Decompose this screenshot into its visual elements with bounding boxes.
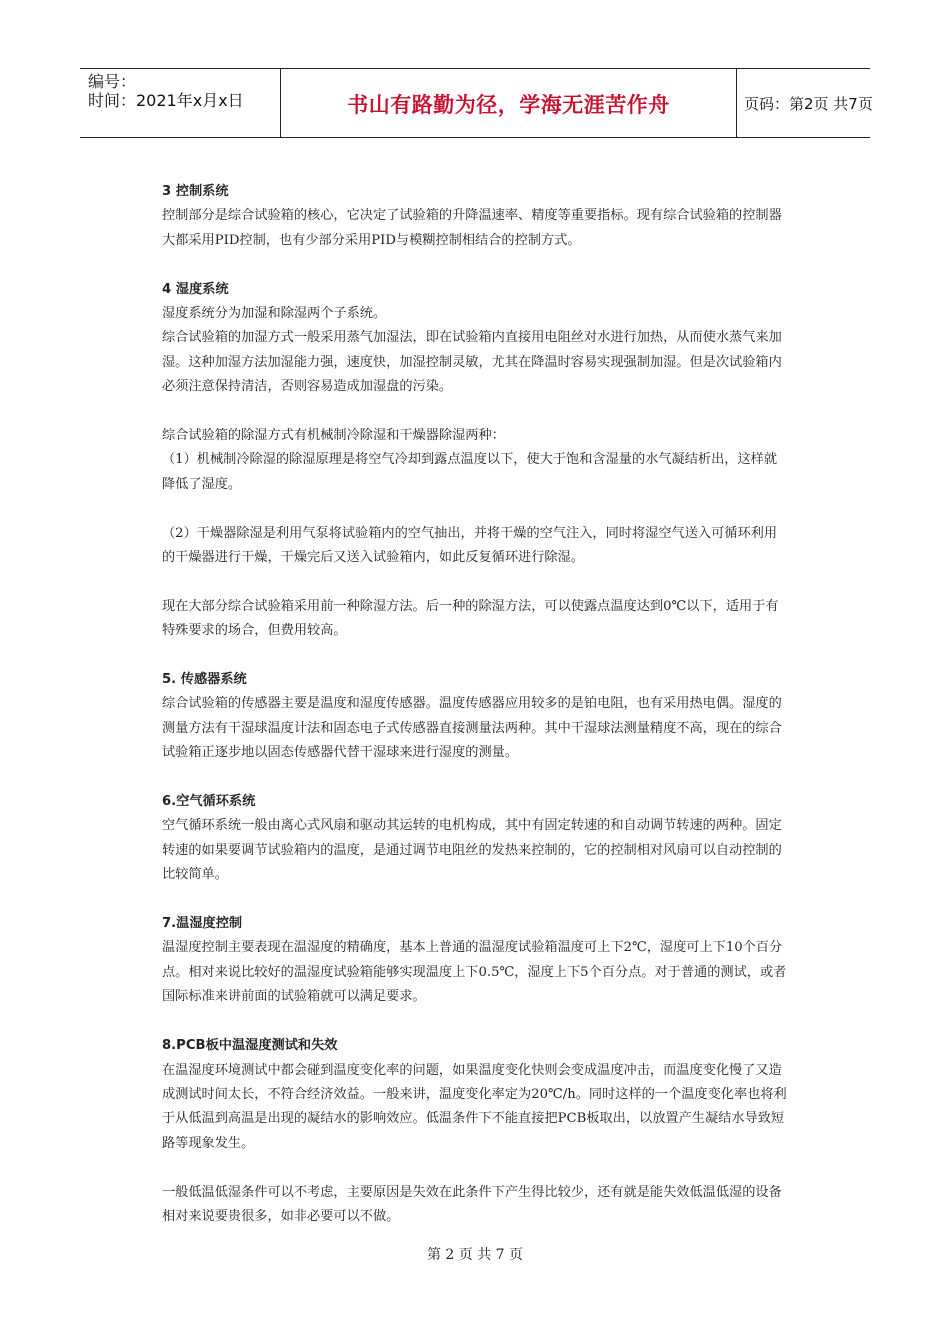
- section-paragraph: 综合试验箱的传感器主要是温度和湿度传感器。温度传感器应用较多的是铂电阻，也有采用热电偶。湿度的测量方法有干湿球温度计法和固态电子式传感器直接测量法两种。其中干湿球法测量精度不高，现在的综合试验箱正逐步地以固态传感器代替干湿球来进行湿度的测量。: [162, 696, 782, 761]
- section-paragraph: 空气循环系统一般由离心式风扇和驱动其运转的电机构成，其中有固定转速的和自动调节转速的两种。固定转速的如果要调节试验箱内的温度，是通过调节电阻丝的发热来控制的，它的控制相对风扇可以自动控制的比较简单。: [162, 818, 782, 883]
- document-section: [162, 424, 790, 497]
- document-section: [162, 1034, 790, 1156]
- document-section: [162, 278, 790, 400]
- section-heading: 4 湿度系统: [162, 281, 229, 297]
- document-section: [162, 595, 790, 644]
- section-paragraph: 在温湿度环境测试中都会碰到温度变化率的问题，如果温度变化快则会变成温度冲击，而温度变化慢了又造成测试时间太长，不符合经济效益。一般来讲，温度变化率定为20℃/h。同时这样的一个温度变化率也将利于从低温到高温是出现的凝结水的影响效应。低温条件下不能直接把PCB板取出，以放置产生凝结水导致短路等现象发生。: [162, 1062, 787, 1151]
- document-section: [162, 912, 790, 1010]
- page-footer: 第 2 页 共 7 页: [426, 1247, 524, 1263]
- section-paragraph: 一般低温低湿条件可以不考虑，主要原因是失效在此条件下产生得比较少，还有就是能失效低温低湿的设备相对来说要贵很多，如非必要可以不做。: [162, 1184, 782, 1224]
- header-page-info: 页码：第2页 共7页: [744, 95, 873, 113]
- document-body: [162, 180, 790, 1254]
- header-page-cell: [737, 69, 873, 137]
- document-section: [162, 180, 790, 253]
- section-heading: 8.PCB板中温湿度测试和失效: [162, 1038, 338, 1054]
- header-meta-cell: [80, 69, 280, 137]
- document-section: [162, 668, 790, 766]
- section-heading: 3 控制系统: [162, 184, 229, 199]
- header-motto: 书山有路勤为径，学海无涯苦作舟: [347, 93, 670, 117]
- document-section: [162, 1181, 790, 1230]
- section-paragraph: （2）干燥器除湿是利用气泵将试验箱内的空气抽出，并将干燥的空气注入，同时将湿空气送入可循环利用的干燥器进行干燥，干燥完后又送入试验箱内，如此反复循环进行除湿。: [162, 525, 778, 566]
- document-number-label: 编号：: [88, 72, 137, 91]
- section-paragraph: 综合试验箱的除湿方式有机械制冷除湿和干燥器除湿两种：: [162, 428, 505, 444]
- document-section: [162, 522, 790, 571]
- section-heading: 6.空气循环系统: [162, 794, 256, 810]
- section-paragraph: 综合试验箱的加湿方式一般采用蒸气加湿法，即在试验箱内直接用电阻丝对水进行加热，从而使水蒸气来加湿。这种加湿方法加湿能力强，速度快，加湿控制灵敏，尤其在降温时容易实现强制加湿。但是次试验箱内必须注意保持清洁，否则容易造成加湿盘的污染。: [162, 330, 782, 395]
- section-paragraph: （1）机械制冷除湿的除湿原理是将空气冷却到露点温度以下，使大于饱和含湿量的水气凝结析出，这样就降低了湿度。: [162, 452, 778, 492]
- section-paragraph: 温湿度控制主要表现在温湿度的精确度，基本上普通的温湿度试验箱温度可上下2℃，湿度可上下10个百分点。相对来说比较好的温湿度试验箱能够实现温度上下0.5℃，湿度上下5个百分点。对于普通的测试，或者国际标准来讲前面的试验箱就可以满足要求。: [162, 940, 787, 1005]
- section-heading: 5. 传感器系统: [162, 672, 247, 688]
- section-paragraph: 控制部分是综合试验箱的核心，它决定了试验箱的升降温速率、精度等重要指标。现有综合试验箱的控制器大都采用PID控制，也有少部分采用PID与模糊控制相结合的控制方式。: [162, 208, 782, 248]
- section-paragraph: 现在大部分综合试验箱采用前一种除湿方法。后一种的除湿方法，可以使露点温度达到0℃以下，适用于有特殊要求的场合，但费用较高。: [162, 598, 779, 639]
- page-header: [80, 68, 873, 138]
- section-paragraph: 湿度系统分为加湿和除湿两个子系统。: [162, 306, 387, 322]
- document-section: [162, 790, 790, 888]
- section-heading: 7.温湿度控制: [162, 916, 243, 932]
- header-motto-cell: [280, 69, 737, 137]
- document-date-label: 时间：2021年x月x日: [88, 91, 244, 110]
